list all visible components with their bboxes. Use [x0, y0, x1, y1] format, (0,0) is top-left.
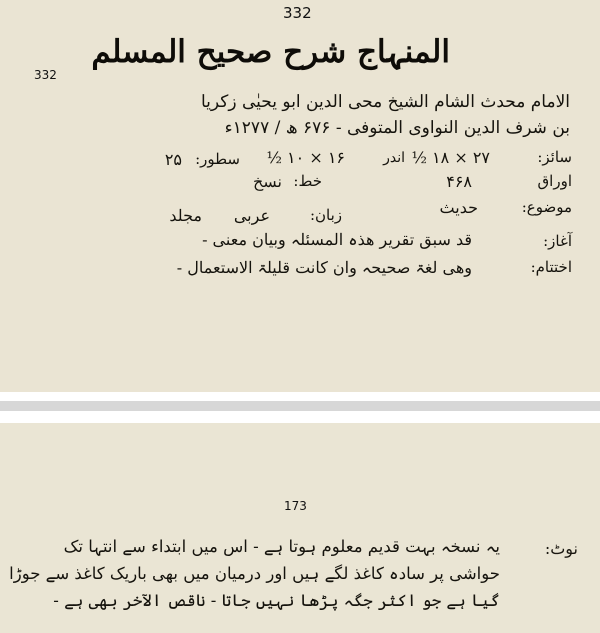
- page-number-top: 332: [283, 4, 312, 22]
- size-label: سائز:: [537, 148, 572, 166]
- note-label: نوٹ:: [544, 539, 578, 558]
- author-line-1: الامام محدث الشام الشیخ محی الدین ابو یحیٰی زکریا: [201, 92, 570, 112]
- script-value: نسخ: [252, 172, 282, 191]
- pages-label: اوراق: [537, 172, 572, 190]
- note-line-3: گیا ہے جو اکثر جگہ پڑھا نہیں جاتا - ناقص الآخر بھی ہے -: [53, 591, 500, 610]
- note-line-1: یہ نسخہ بہت قدیم معلوم ہوتا ہے - اس میں ابتداء سے انتہا تک: [63, 537, 500, 556]
- catalog-page-bottom: [0, 423, 600, 633]
- closing-text: وھی لغۃ صحیحہ وان کانت قلیلۃ الاستعمال -: [176, 258, 472, 277]
- page-number-bottom: 173: [284, 499, 307, 513]
- script-label: خط:: [293, 172, 322, 190]
- page-number-margin: 332: [34, 68, 57, 82]
- inner-size-value: ۱۶ × ۱۰ ½: [266, 148, 345, 167]
- language-label: زبان:: [309, 206, 342, 224]
- inner-size-label: اندر: [383, 150, 405, 166]
- manuscript-title: المنہاج شرح صحیح المسلم: [91, 34, 450, 70]
- pages-value: ۴۶۸: [446, 172, 472, 191]
- binding-value: مجلد: [169, 206, 202, 225]
- subject-label: موضوع:: [521, 198, 572, 216]
- author-line-2: بن شرف الدین النواوی المتوفی - ۶۷۶ ھ / ۱۲۷۷ء: [224, 118, 570, 138]
- opening-text: قد سبق تقریر ھذہ المسئلہ وبیان معنی -: [202, 230, 472, 249]
- opening-label: آغاز:: [543, 232, 572, 250]
- lines-label: سطور:: [195, 150, 240, 168]
- separator-band: [0, 401, 600, 411]
- language-value: عربی: [233, 206, 270, 225]
- size-value: ۲۷ × ۱۸ ½: [411, 148, 490, 167]
- lines-value: ۲۵: [164, 150, 182, 169]
- note-line-2: حواشی پر سادہ کاغذ لگے ہیں اور درمیان میں بھی باریک کاغذ سے جوڑا: [9, 564, 500, 583]
- subject-value: حدیث: [439, 198, 478, 217]
- closing-label: اختتام:: [530, 258, 572, 276]
